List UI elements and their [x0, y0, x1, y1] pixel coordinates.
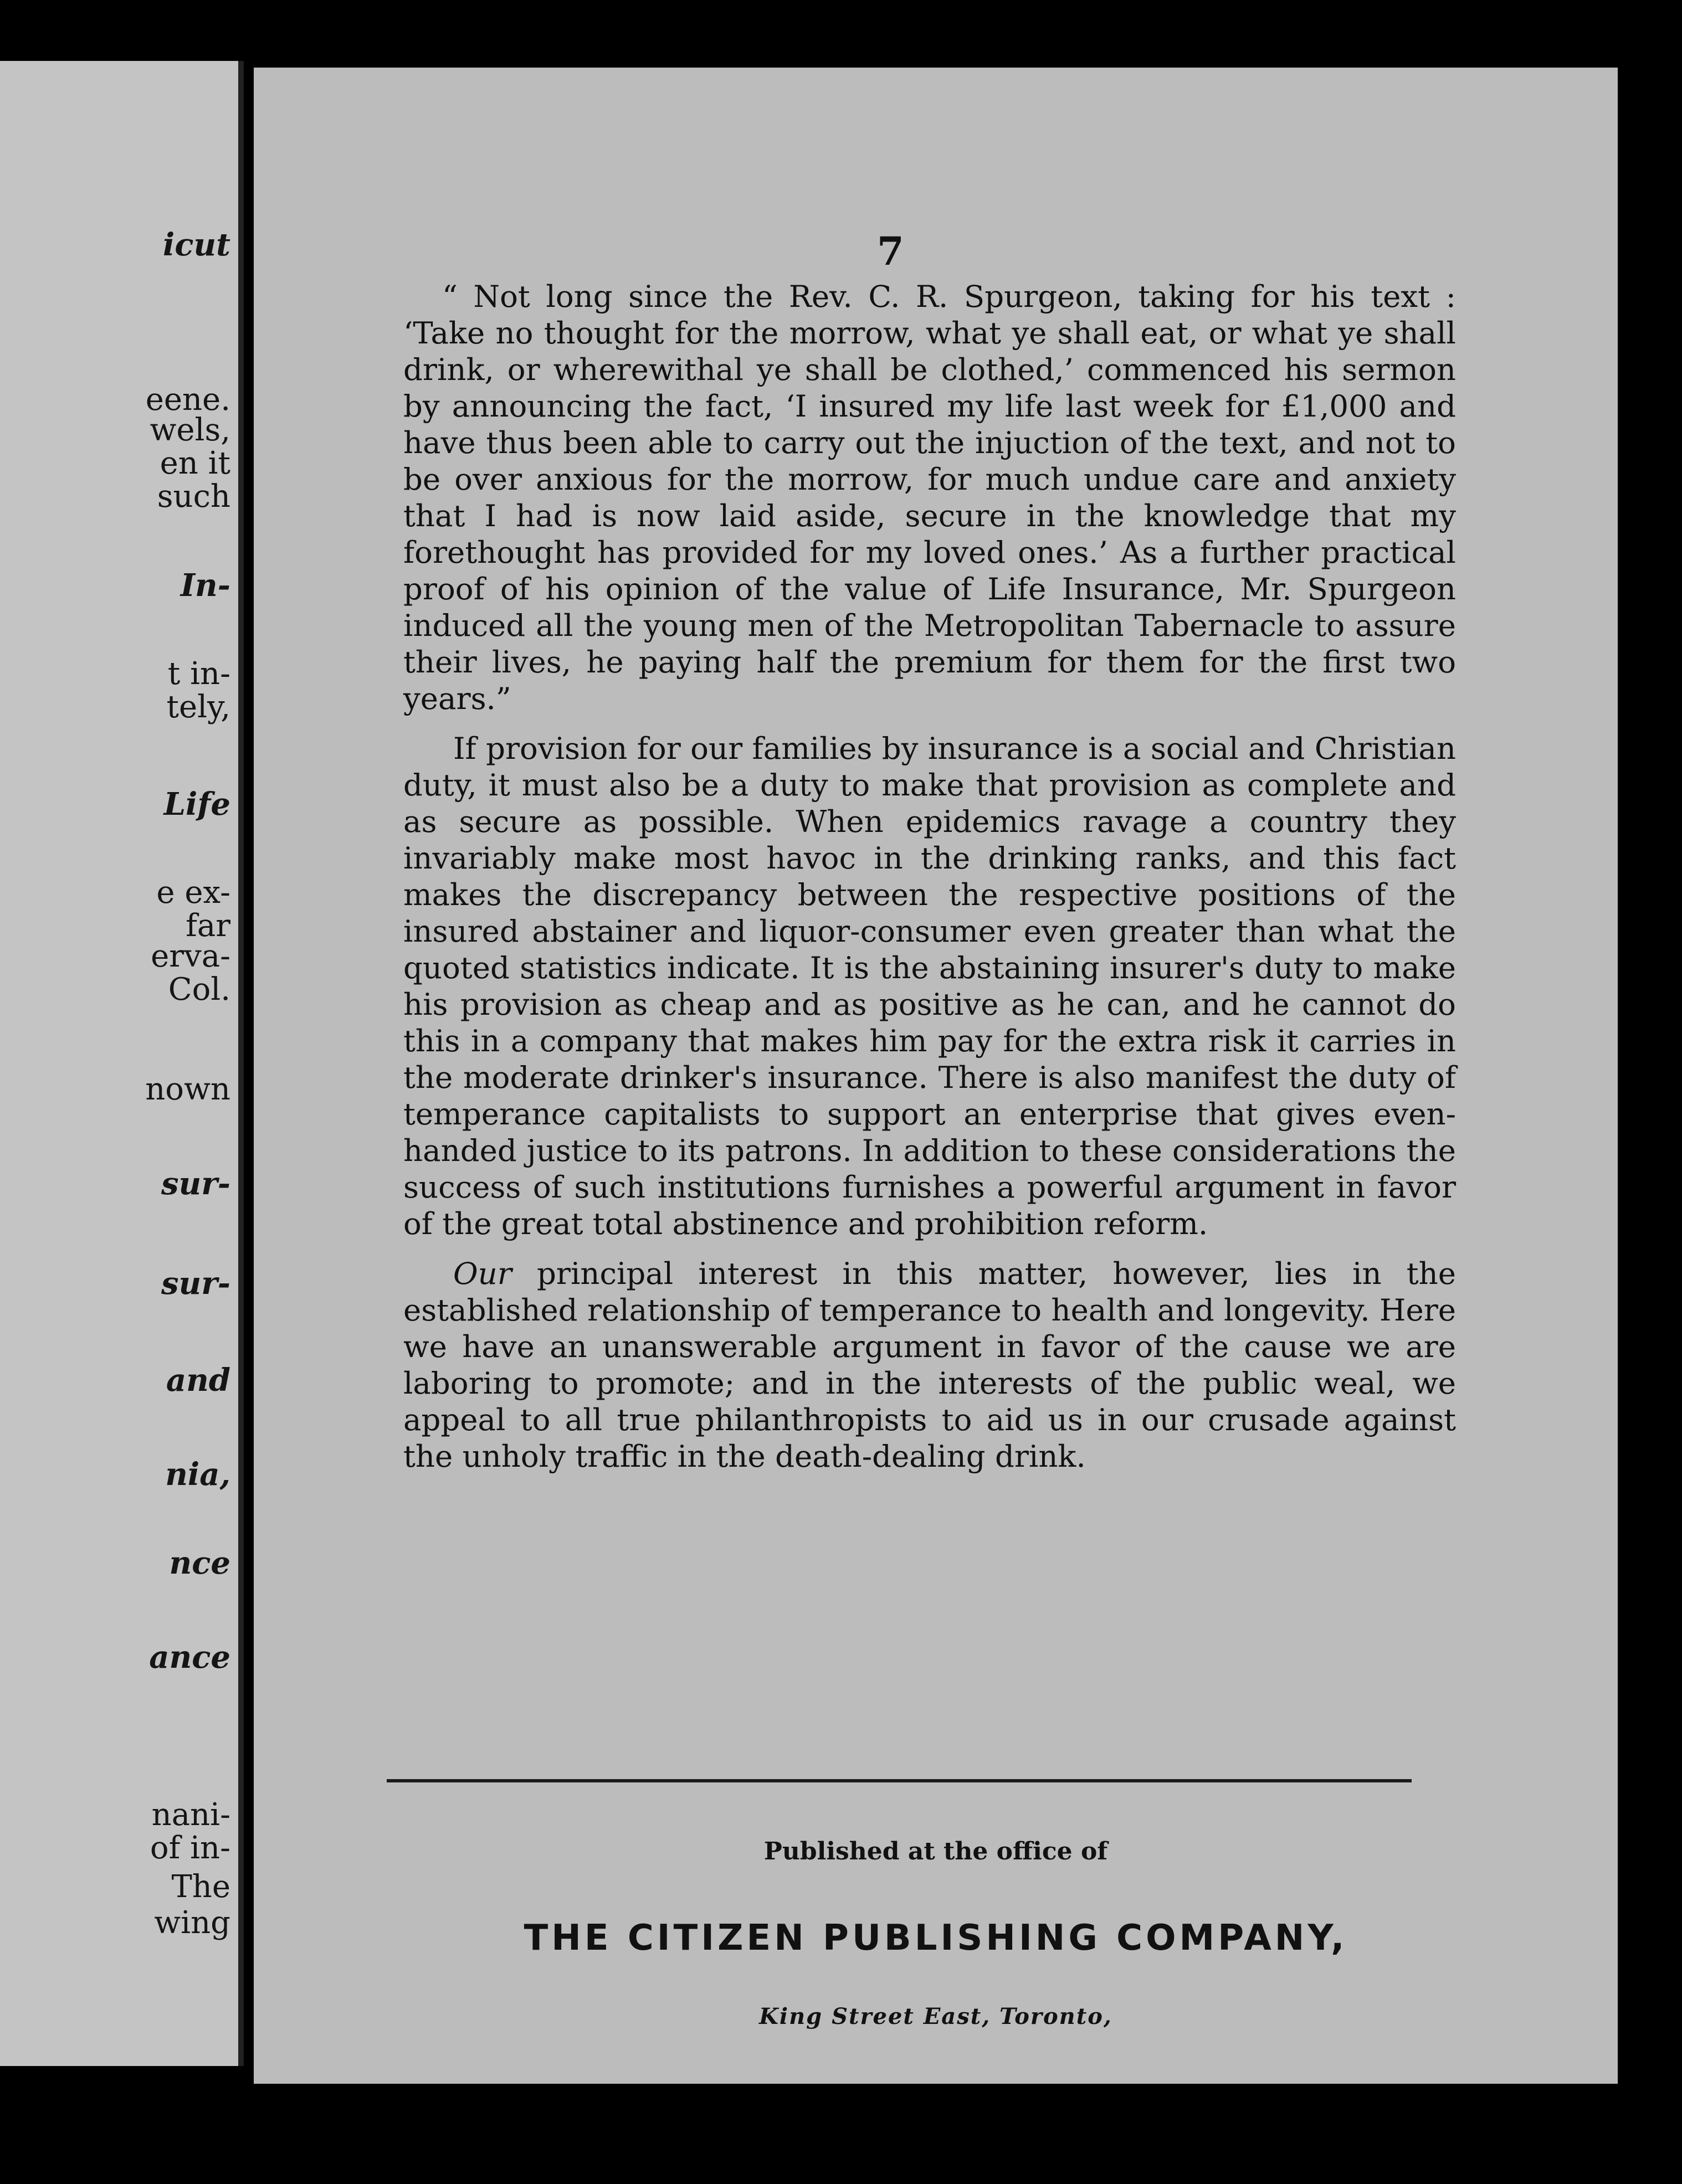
page-gutter-line: [238, 61, 244, 2066]
left-page-fragment: The: [171, 1869, 230, 1905]
spurgeon-quote-paragraph: “ Not long since the Rev. C. R. Spurgeon, taking for his text : ‘Take no thought for the morrow, what ye shall eat, or what ye shall drink, or wherewithal ye shall be clothed,’ commenced his sermon by announcing the fact, ‘I insured my life last week for £1,000 and have thus been able to carry out the injuction of the text, and not to be over anxious for the morrow, for much undue care and anxiety that I had is now laid aside, secure in the knowledge that my forethought has provided for my loved ones.’ As a further practical proof of his opinion of the value of Life Insurance, Mr. Spurgeon induced all the young men of the Metropolitan Tabernacle to assure their lives, he paying half the premium for them for the first two years.”: [403, 279, 1456, 716]
left-page-fragment: ance: [149, 1639, 230, 1676]
left-page-fragment: of in-: [150, 1830, 230, 1866]
left-page-fragment: t in-: [167, 656, 230, 692]
left-page-fragment: wels,: [150, 412, 230, 448]
horizontal-rule: [387, 1779, 1412, 1782]
left-page-fragment: e ex-: [156, 875, 230, 911]
left-page-fragment: Col.: [168, 972, 230, 1008]
paragraph-rest: principal interest in this matter, however, lies in the established relationship of temperance to health and longevity. Here we have an unanswerable argument in favor of the cause we are laboring to promote; and in the interests of the public weal, we appeal to all true philanthropists to aid us in our crusade against the unholy traffic in the death-dealing drink.: [403, 1256, 1456, 1474]
left-page-fragment: nani-: [151, 1797, 230, 1833]
document-page: [254, 68, 1618, 2084]
left-page-fragment: nce: [169, 1545, 230, 1581]
imprint-intro: Published at the office of: [763, 1837, 1108, 1866]
left-page-fragment: sur-: [161, 1165, 230, 1202]
left-page-fragment: erva-: [151, 938, 230, 974]
left-page-fragment: far: [186, 908, 230, 944]
insurance-duty-paragraph: If provision for our families by insurance is a social and Christian duty, it must also be a duty to make that provision as complete and as secure as possible. When epidemics ravage a country they invariably make most havoc in the drinking ranks, and this fact makes the discrepancy between the respective positions of the insured abstainer and liquor-consumer even greater than what the quoted statistics indicate. It is the abstaining insurer's duty to make his provision as cheap and as positive as he can, and he cannot do this in a company that makes him pay for the extra risk it carries in the moderate drinker's insurance. There is also manifest the duty of temperance capitalists to support an enterprise that gives even-handed justice to its patrons. In addition to these considerations the success of such institutions furnishes a powerful argument in favor of the great total abstinence and prohibition reform.: [403, 731, 1456, 1241]
left-page-fragment: sur-: [161, 1265, 230, 1302]
left-page-fragment: eene.: [145, 382, 230, 418]
body-text: [403, 278, 1456, 1488]
left-page-fragment: tely,: [166, 689, 230, 725]
left-page-fragment: nown: [145, 1071, 230, 1107]
left-page-fragment: In-: [180, 567, 230, 604]
left-page-edge: [0, 61, 244, 2066]
left-page-fragment: Life: [163, 786, 230, 823]
principal-interest-paragraph: [403, 1255, 1456, 1474]
left-page-fragment: wing: [154, 1905, 230, 1941]
imprint-company: THE CITIZEN PUBLISHING COMPANY,: [524, 1918, 1348, 1959]
paragraph-lead-word: Our: [453, 1256, 512, 1291]
left-page-fragment: icut: [163, 227, 230, 263]
imprint-address: King Street East, Toronto,: [759, 2003, 1112, 2029]
page-number: 7: [877, 228, 904, 274]
left-page-fragment: en it: [160, 445, 230, 481]
left-page-fragment: such: [157, 479, 230, 515]
left-page-fragment: nia,: [165, 1456, 230, 1493]
left-page-fragment: and: [166, 1362, 230, 1399]
